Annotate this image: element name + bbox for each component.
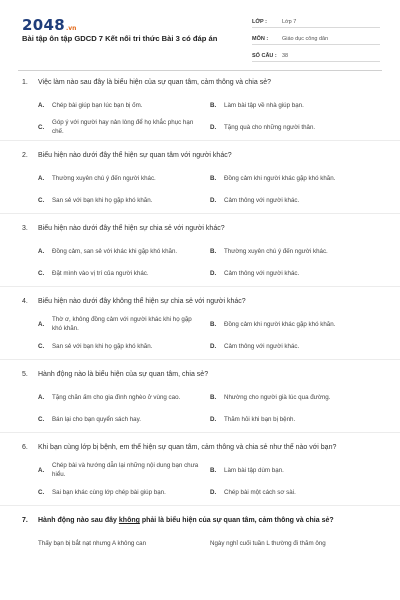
option-text: Thăm hỏi khi bạn bị bệnh. [224,415,296,423]
option-text: San sẻ với bạn khi họ gặp khó khăn. [52,342,153,350]
option-key: A. [38,247,45,255]
question-divider [0,505,400,506]
option-text: Thường xuyên chú ý đến người khác. [224,247,328,255]
answer-option[interactable] [38,408,210,430]
answer-option[interactable] [210,116,382,138]
logo-suffix: .vn [65,25,77,32]
answer-option[interactable] [38,335,210,357]
question-head [22,516,382,532]
answer-option[interactable] [210,459,382,481]
answer-option[interactable] [38,94,210,116]
option-text: Đồng cảm khi người khác gặp khó khăn. [224,320,336,328]
answer-option[interactable] [210,481,382,503]
question-text: Hành động nào là biểu hiện của sự quan tâm, chia sẻ? [38,371,209,378]
question-list [0,78,400,564]
meta-key: LỚP : [252,19,267,25]
answer-option[interactable] [38,116,210,138]
option-text: Tặng quà cho những người thân. [224,123,316,131]
question-head [22,151,382,167]
question-number: 5. [22,371,28,378]
meta-value: Lớp 7 [282,19,297,25]
question-head [22,370,382,386]
answer-option[interactable] [38,240,210,262]
meta-row-subject [252,31,380,45]
option-text: Ngày nghỉ cuối tuần L thường đi thăm ông [210,539,326,547]
option-text: Đồng cảm khi người khác gặp khó khăn. [224,174,336,182]
question-text: Biểu hiện nào dưới đây không thể hiện sự chia sẻ với người khác? [38,298,246,305]
question-text: Việc làm nào sau đây là biểu hiện của sự quan tâm, cảm thông và chia sẻ? [38,79,271,86]
answer-options [22,313,382,357]
answer-option[interactable] [38,313,210,335]
answer-option[interactable] [210,240,382,262]
question-item [0,151,400,214]
option-key: B. [210,101,217,109]
option-key: A. [38,393,45,401]
answer-options [22,459,382,503]
answer-option[interactable] [210,408,382,430]
option-text: Đồng cảm, san sẻ với khác khi gặp khó khăn. [52,247,178,255]
option-key: C. [38,342,45,350]
option-key: D. [210,488,217,496]
meta-key: MÔN : [252,36,269,42]
answer-options [22,386,382,430]
option-text: Bán lại cho bạn quyển sách hay. [52,415,141,423]
answer-options [22,167,382,211]
answer-option[interactable] [210,313,382,335]
option-key: C. [38,123,45,131]
answer-options [22,240,382,284]
question-text: Biểu hiện nào dưới đây thể hiện sự chia sẻ với người khác? [38,225,225,232]
answer-option[interactable] [210,335,382,357]
question-text: Biểu hiện nào dưới đây thể hiện sự quan tâm với người khác? [38,152,232,159]
answer-option[interactable] [210,189,382,211]
option-key: D. [210,196,217,204]
option-text: Chép bài giúp bạn lúc bạn bị ốm. [52,101,143,109]
option-text: Chép bài một cách sơ sài. [224,488,296,496]
meta-value: Giáo dục công dân [282,36,329,42]
question-number: 4. [22,298,28,305]
answer-option[interactable] [38,386,210,408]
option-text: Góp ý với người hay nản lòng để họ khắc phục hạn chế. [52,119,194,135]
question-divider [0,213,400,214]
question-emphasis: không [118,517,140,524]
question-number: 1. [22,79,28,86]
question-item [0,370,400,433]
option-text: Tặng chăn ấm cho gia đình nghèo ở vùng cao. [52,393,181,401]
meta-row-grade [252,14,380,28]
page-header [0,0,400,70]
option-text: Làm bài tập về nhà giúp bạn. [224,101,304,109]
option-key: C. [38,488,45,496]
option-key: D. [210,269,217,277]
option-key: B. [210,247,217,255]
question-divider [0,140,400,141]
option-key: D. [210,415,217,423]
option-key: B. [210,320,217,328]
header-divider [18,70,382,71]
option-key: D. [210,123,217,131]
answer-options [22,532,382,554]
question-divider [0,286,400,287]
answer-option[interactable] [210,167,382,189]
option-key: A. [38,101,45,109]
option-key: A. [38,320,45,328]
question-item [0,443,400,506]
option-text: Thờ ơ, không đồng cảm với người khác khi họ gặp khó khăn. [52,316,192,332]
option-key: A. [38,466,45,474]
answer-option[interactable] [38,459,210,481]
option-key: C. [38,196,45,204]
answer-option[interactable] [210,94,382,116]
option-key: B. [210,174,217,182]
answer-option[interactable] [38,481,210,503]
question-text [38,516,382,532]
option-text: Làm bài tập dùm bạn. [224,466,284,474]
option-text: Chép bài và hướng dẫn lại những nội dung bạn chưa hiểu. [52,462,199,478]
question-text-start: Hành động nào sau đây [38,517,119,524]
answer-option[interactable] [210,262,382,284]
question-item [0,224,400,287]
question-divider [0,359,400,360]
option-key: C. [38,415,45,423]
question-item [0,78,400,141]
question-item [0,297,400,360]
option-key: C. [38,269,45,277]
answer-option[interactable] [38,262,210,284]
answer-options [22,94,382,138]
question-head [22,224,382,240]
option-text: Cảm thông với người khác. [224,342,300,350]
option-text: Thường xuyên chú ý đến người khác. [52,174,156,182]
answer-option[interactable] [38,167,210,189]
question-number: 3. [22,225,28,232]
question-number: 7. [22,517,28,524]
question-divider [0,432,400,433]
logo-text: 2048 [22,16,65,34]
question-number: 6. [22,444,28,451]
question-head [22,443,382,459]
answer-option[interactable] [38,532,210,554]
question-item [0,516,400,554]
option-text: Cảm thông với người khác. [224,196,300,204]
question-text-end: phải là biểu hiện của sự quan tâm, cảm thông và chia sẻ? [139,517,334,524]
option-text: San sẻ với bạn khi họ gặp khó khăn. [52,196,153,204]
site-logo[interactable] [22,16,76,34]
option-text: Nhường cho người già lúc qua đường. [224,393,331,401]
document-title: Bài tập ôn tập GDCD 7 Kết nối tri thức Bài 3 có đáp án [22,34,218,43]
option-text: Cảm thông với người khác. [224,269,300,277]
option-text: Đặt mình vào vị trí của người khác. [52,269,149,277]
question-head [22,297,382,313]
answer-option[interactable] [210,532,382,554]
meta-key: SỐ CÂU : [252,53,277,59]
option-text: Thấy bạn bị bắt nạt nhưng A không can [38,539,147,547]
answer-option[interactable] [210,386,382,408]
option-key: A. [38,174,45,182]
meta-row-count [252,48,380,62]
question-number: 2. [22,152,28,159]
meta-value: 38 [282,53,289,59]
option-key: D. [210,342,217,350]
document-meta [252,14,380,65]
answer-option[interactable] [38,189,210,211]
option-text: Sai bạn khác cùng lớp chép bài giúp bạn. [52,488,166,496]
option-key: B. [210,393,217,401]
question-text: Khi bạn cùng lớp bị bệnh, em thể hiện sự quan tâm, cảm thông và chia sẻ như thế nào với bạn? [38,444,337,451]
question-head [22,78,382,94]
option-key: B. [210,466,217,474]
